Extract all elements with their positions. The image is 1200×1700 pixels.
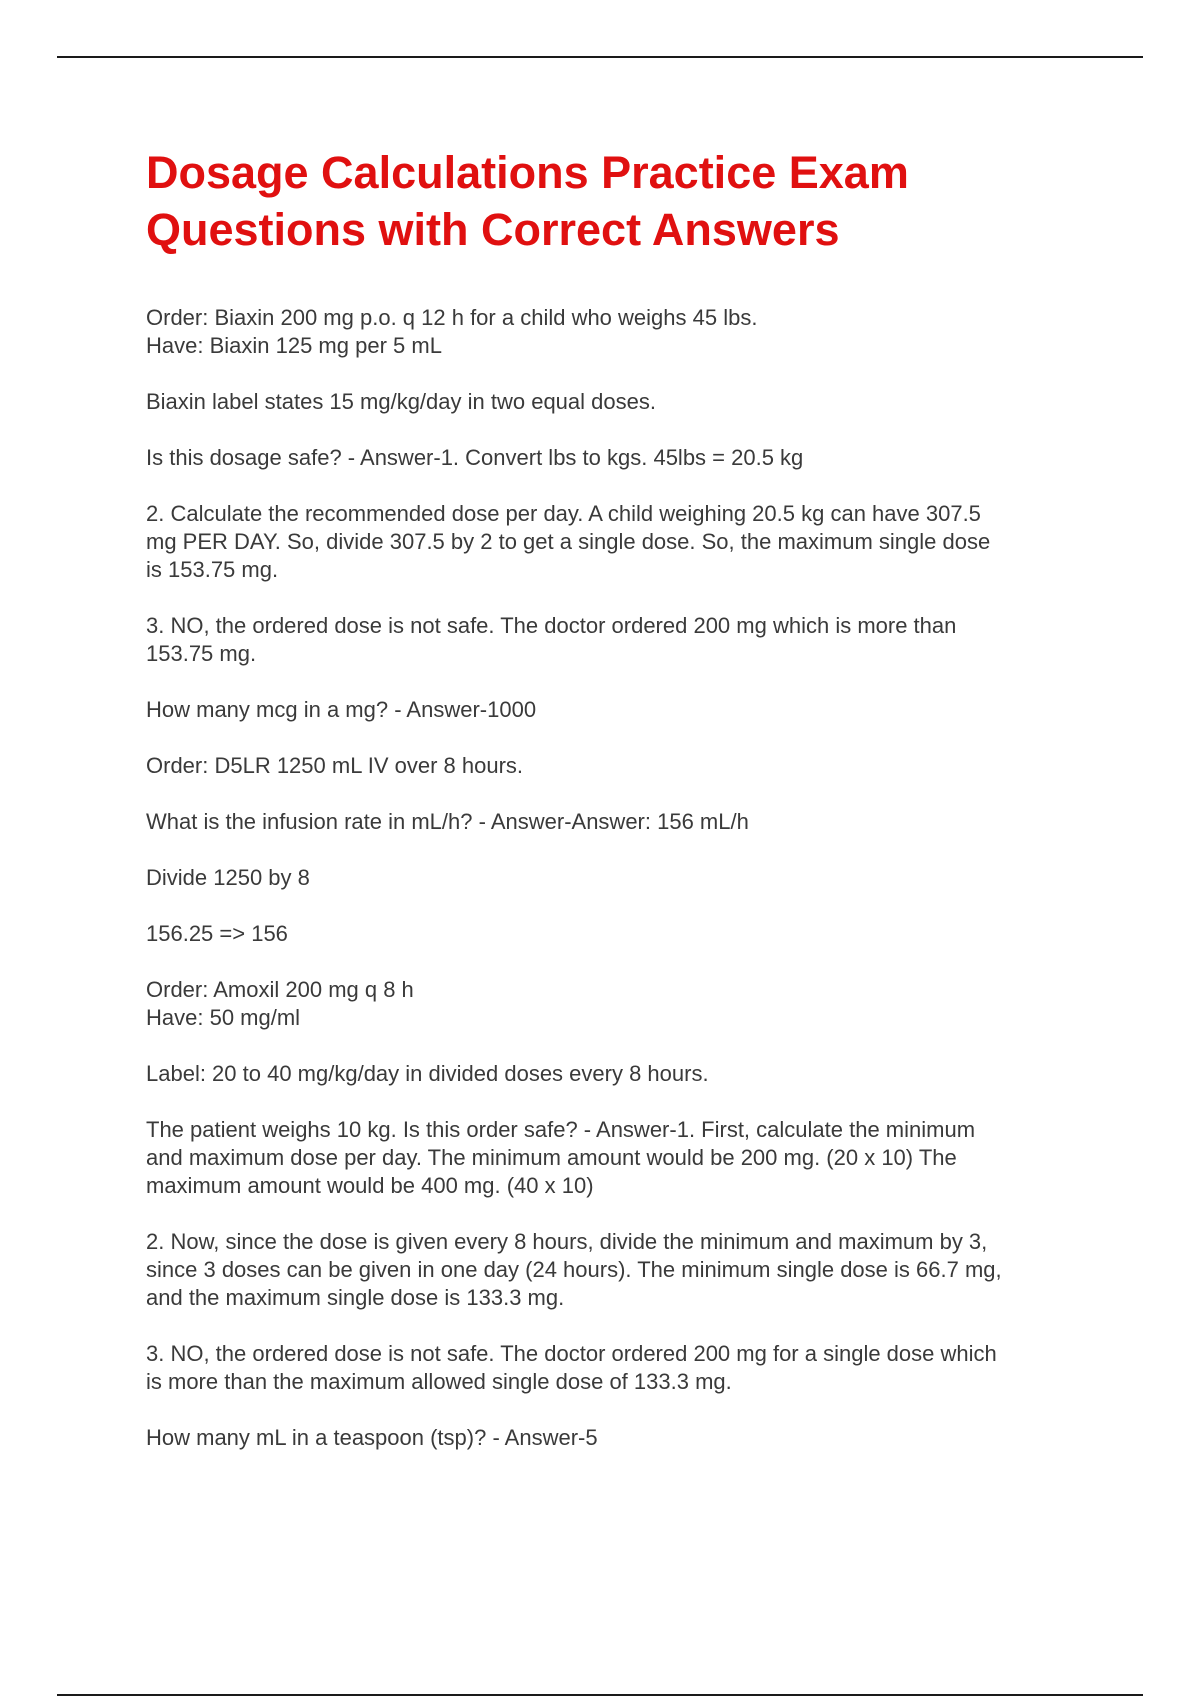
text-line: Order: Amoxil 200 mg q 8 h: [146, 977, 414, 1002]
text-line: Have: Biaxin 125 mg per 5 mL: [146, 333, 442, 358]
document-body: [146, 304, 1096, 1480]
page-title: [146, 144, 1006, 258]
text-line: maximum amount would be 400 mg. (40 x 10): [146, 1173, 594, 1198]
text-line: 2. Now, since the dose is given every 8 hours, divide the minimum and maximum by 3,: [146, 1229, 988, 1254]
paragraph-amoxil-order: [146, 976, 1096, 1032]
text-line: What is the infusion rate in mL/h? - Answer-Answer: 156 mL/h: [146, 809, 749, 834]
bottom-rule: [57, 1694, 1143, 1696]
paragraph-amoxil-label: [146, 1060, 1096, 1088]
text-line: is 153.75 mg.: [146, 557, 279, 582]
text-line: mg PER DAY. So, divide 307.5 by 2 to get a single dose. So, the maximum single dose: [146, 529, 991, 554]
text-line: Order: Biaxin 200 mg p.o. q 12 h for a child who weighs 45 lbs.: [146, 305, 758, 330]
paragraph-divide: [146, 864, 1096, 892]
paragraph-step-2: [146, 500, 1096, 584]
paragraph-teaspoon-question: [146, 1424, 1096, 1452]
paragraph-mcg-question: [146, 696, 1096, 724]
text-line: 3. NO, the ordered dose is not safe. The doctor ordered 200 mg for a single dose which: [146, 1341, 997, 1366]
title-line: Dosage Calculations Practice Exam: [146, 147, 909, 198]
text-line: Order: D5LR 1250 mL IV over 8 hours.: [146, 753, 524, 778]
paragraph-biaxin-label: [146, 388, 1096, 416]
paragraph-amoxil-step-2: [146, 1228, 1096, 1312]
text-line: Is this dosage safe? - Answer-1. Convert lbs to kgs. 45lbs = 20.5 kg: [146, 445, 804, 470]
text-line: Have: 50 mg/ml: [146, 1005, 301, 1030]
text-line: How many mL in a teaspoon (tsp)? - Answer-5: [146, 1425, 598, 1450]
top-rule: [57, 56, 1143, 58]
text-line: 156.25 => 156: [146, 921, 288, 946]
paragraph-question-safe: [146, 444, 1096, 472]
text-line: 2. Calculate the recommended dose per day. A child weighing 20.5 kg can have 307.5: [146, 501, 981, 526]
paragraph-d5lr-order: [146, 752, 1096, 780]
paragraph-infusion-question: [146, 808, 1096, 836]
text-line: 153.75 mg.: [146, 641, 257, 666]
text-line: The patient weighs 10 kg. Is this order safe? - Answer-1. First, calculate the minimum: [146, 1117, 976, 1142]
title-line: Questions with Correct Answers: [146, 204, 840, 255]
text-line: 3. NO, the ordered dose is not safe. The doctor ordered 200 mg which is more than: [146, 613, 957, 638]
text-line: is more than the maximum allowed single dose of 133.3 mg.: [146, 1369, 732, 1394]
paragraph-step-3: [146, 612, 1096, 668]
text-line: and maximum dose per day. The minimum amount would be 200 mg. (20 x 10) The: [146, 1145, 957, 1170]
text-line: since 3 doses can be given in one day (24 hours). The minimum single dose is 66.7 mg,: [146, 1257, 1002, 1282]
text-line: and the maximum single dose is 133.3 mg.: [146, 1285, 565, 1310]
paragraph-biaxin-order: [146, 304, 1096, 360]
text-line: Biaxin label states 15 mg/kg/day in two equal doses.: [146, 389, 656, 414]
text-line: Divide 1250 by 8: [146, 865, 310, 890]
text-line: Label: 20 to 40 mg/kg/day in divided doses every 8 hours.: [146, 1061, 709, 1086]
paragraph-amoxil-step-3: [146, 1340, 1096, 1396]
paragraph-rounding: [146, 920, 1096, 948]
text-line: How many mcg in a mg? - Answer-1000: [146, 697, 537, 722]
paragraph-patient-weight: [146, 1116, 1096, 1200]
